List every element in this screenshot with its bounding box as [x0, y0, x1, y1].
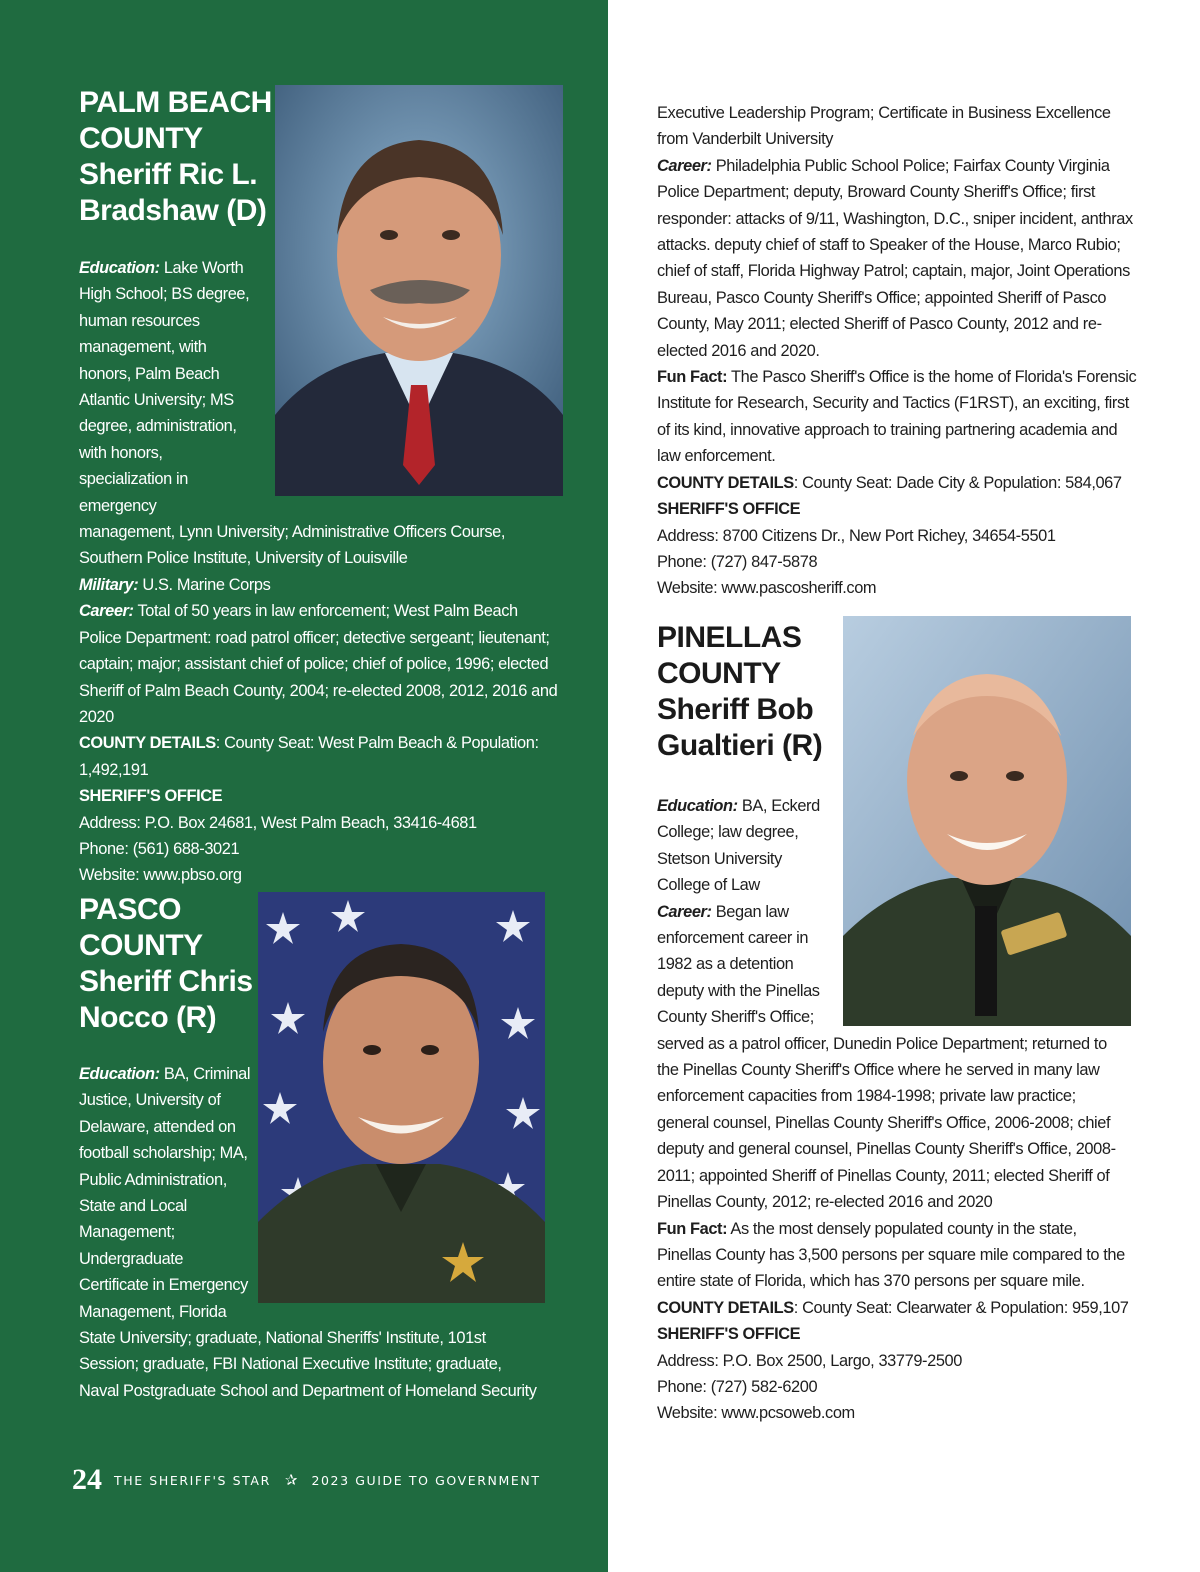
pinellas-address: Address: P.O. Box 2500, Largo, 33779-2500 — [657, 1351, 962, 1370]
palm-beach-county-details: COUNTY DETAILS: County Seat: West Palm Beach & Population: 1,492,191 — [79, 734, 539, 779]
palm-beach-education-text: Lake Worth High School; BS degree, human resources management, with honors, Palm Beach Atlantic University; MS degree, administration, with honors, specialization in emergency management, Lynn University; Administrative Officers Course, Southern Police Institute, University of Louisville — [79, 259, 506, 568]
palm-beach-website: Website: www.pbso.org — [79, 866, 242, 885]
palm-beach-phone: Phone: (561) 688-3021 — [79, 839, 240, 858]
pinellas-county-details: COUNTY DETAILS: County Seat: Clearwater & Population: 959,107 — [657, 1298, 1129, 1317]
pasco-county-details: COUNTY DETAILS: County Seat: Dade City & Population: 584,067 — [657, 473, 1122, 492]
palm-beach-bio — [79, 255, 561, 889]
pinellas-office-label: SHERIFF'S OFFICE — [657, 1325, 801, 1344]
pasco-photo-spacer — [255, 1061, 545, 1303]
palm-beach-county-text: County Seat: West Palm Beach & Population: 1,492,191 — [79, 734, 539, 779]
pinellas-title-line-2: COUNTY — [657, 657, 781, 690]
pasco-education-text: BA, Criminal Justice, University of Delaware, attended on football scholarship; MA, Public Administration, State and Local Management; Undergraduate Certificate in Emergency Management, Florida State University; graduate, National Sheriffs' Institute, 101st Session; graduate, FBI National Executive Institute; graduate, Naval Postgraduate School and Department of Homeland Security — [79, 1065, 537, 1400]
palm-beach-county-label: COUNTY DETAILS — [79, 734, 216, 753]
pasco-career-text: Philadelphia Public School Police; Fairfax County Virginia Police Department; deputy, Broward County Sheriff's Office; first responder: attacks of 9/11, Washington, D.C., sniper incident, anthrax attacks. deputy chief of staff to Speaker of the House, Marco Rubio; chief of staff, Florida Highway Patrol; captain, major, Joint Operations Bureau, Pasco County Sheriff's Office; appointed Sheriff of Pasco County, May 2011; elected Sheriff of Pasco County, 2012 and re-elected 2016 and 2020. — [657, 156, 1133, 360]
pasco-county-label: COUNTY DETAILS — [657, 473, 794, 492]
palm-beach-career: Career: Total of 50 years in law enforcement; West Palm Beach Police Department: road patrol officer; detective sergeant; lieutenant; captain; major; assistant chief of police; chief of police, 1996; elected Sheriff of Palm Beach County, 2004; re-elected 2008, 2012, 2016 and 2020 — [79, 602, 558, 726]
palm-beach-education: Education: Lake Worth High School; BS degree, human resources management, with honors, Palm Beach Atlantic University; MS degree, administration, with honors, specialization in emergency management, Lynn University; Administrative Officers Course, Southern Police Institute, University of Louisville — [79, 259, 506, 568]
pasco-website: Website: www.pascosheriff.com — [657, 579, 877, 598]
page-footer — [72, 1460, 541, 1500]
pasco-heading — [79, 892, 253, 1036]
pasco-title-line-3: Sheriff Chris — [79, 965, 253, 998]
pinellas-title-line-4: Gualtieri (R) — [657, 729, 823, 762]
pinellas-heading — [657, 620, 822, 764]
pasco-address: Address: 8700 Citizens Dr., New Port Richey, 34654-5501 — [657, 526, 1056, 545]
palm-beach-office-label: SHERIFF'S OFFICE — [79, 787, 223, 806]
palm-beach-heading — [79, 85, 272, 229]
pinellas-fun-text: As the most densely populated county in the state, Pinellas County has 3,500 persons per square mile compared to the entire state of Florida, which has 370 persons per square mile. — [657, 1219, 1125, 1291]
pinellas-phone: Phone: (727) 582-6200 — [657, 1377, 818, 1396]
pasco-fun-fact — [657, 364, 1137, 470]
pinellas-fun-fact — [657, 1216, 1131, 1295]
pasco-bio-continued — [657, 100, 1137, 602]
pasco-title-line-4: Nocco (R) — [79, 1001, 217, 1034]
pinellas-career-label: Career — [657, 902, 707, 921]
pasco-fun-text: The Pasco Sheriff's Office is the home of Florida's Forensic Institute for Research, Security and Tactics (F1RST), an exciting, first of its kind, innovative approach to training partnering academia and law enforcement. — [657, 368, 1137, 466]
pinellas-education-text: BA, Eckerd College; law degree, Stetson University College of Law — [657, 797, 820, 895]
pinellas-county-label: COUNTY DETAILS — [657, 1298, 794, 1317]
pinellas-bio — [657, 793, 1131, 1427]
pinellas-photo-spacer — [831, 793, 1131, 1026]
palm-beach-career-text: Total of 50 years in law enforcement; West Palm Beach Police Department: road patrol officer; detective sergeant; lieutenant; captain; major; assistant chief of police; chief of police, 1996; elected Sheriff of Palm Beach County, 2004; re-elected 2008, 2012, 2016 and 2020 — [79, 602, 558, 726]
palm-beach-photo-spacer — [251, 255, 561, 496]
palm-beach-military: Military: U.S. Marine Corps — [79, 575, 271, 594]
star-icon: ✰ — [284, 1471, 298, 1489]
palm-beach-title-line-4: Bradshaw (D) — [79, 194, 267, 227]
pinellas-title-line-3: Sheriff Bob — [657, 693, 814, 726]
pinellas-career: Career: Began law enforcement career in 1982 as a detention deputy with the Pinellas County Sheriff's Office; served as a patrol officer, Dunedin Police Department; returned to the Pinellas County Sheriff's Office where he served in many law enforcement capacities from 1984-1998; private law practice; general counsel, Pinellas County Sheriff's Office, 2006-2008; chief deputy and general counsel, Pinellas County Sheriff's Office, 2008-2011; appointed Sheriff of Pinellas County, 2011; elected Sheriff of Pinellas County, 2012; re-elected 2016 and 2020 — [657, 902, 1116, 1212]
pasco-education-label: Education — [79, 1065, 155, 1083]
pasco-education-continued: Executive Leadership Program; Certificate in Business Excellence from Vanderbilt University — [657, 104, 1111, 149]
pasco-title-line-2: COUNTY — [79, 929, 203, 962]
pasco-title-line-1: PASCO — [79, 893, 181, 926]
pasco-fun-label: Fun Fact: — [657, 368, 728, 387]
guide-title: 2023 GUIDE TO GOVERNMENT — [311, 1472, 541, 1488]
palm-beach-title-line-2: COUNTY — [79, 122, 203, 155]
pinellas-county-text: County Seat: Clearwater & Population: 959,107 — [802, 1298, 1129, 1317]
pasco-career: Career: Philadelphia Public School Police; Fairfax County Virginia Police Department; deputy, Broward County Sheriff's Office; first responder: attacks of 9/11, Washington, D.C., sniper incident, anthrax attacks. deputy chief of staff to Speaker of the House, Marco Rubio; chief of staff, Florida Highway Patrol; captain, major, Joint Operations Bureau, Pasco County Sheriff's Office; appointed Sheriff of Pasco County, May 2011; elected Sheriff of Pasco County, 2012 and re-elected 2016 and 2020. — [657, 156, 1133, 360]
pinellas-career-text: Began law enforcement career in 1982 as a detention deputy with the Pinellas County Sheriff's Office; served as a patrol officer, Dunedin Police Department; returned to the Pinellas County Sheriff's Office where he served in many law enforcement capacities from 1984-1998; private law practice; general counsel, Pinellas County Sheriff's Office, 2006-2008; chief deputy and general counsel, Pinellas County Sheriff's Office, 2008-2011; appointed Sheriff of Pinellas County, 2011; elected Sheriff of Pinellas County, 2012; re-elected 2016 and 2020 — [657, 902, 1116, 1212]
palm-beach-title-line-1: PALM BEACH — [79, 86, 272, 119]
palm-beach-address: Address: P.O. Box 24681, West Palm Beach, 33416-4681 — [79, 813, 477, 832]
pinellas-website: Website: www.pcsoweb.com — [657, 1404, 855, 1423]
pasco-office-label: SHERIFF'S OFFICE — [657, 500, 801, 519]
palm-beach-education-label: Education — [79, 259, 155, 277]
pasco-career-label: Career — [657, 156, 707, 175]
palm-beach-military-text: U.S. Marine Corps — [142, 575, 271, 594]
pinellas-title-line-1: PINELLAS — [657, 621, 802, 654]
pinellas-education-label: Education: — [657, 797, 738, 815]
palm-beach-career-label: Career — [79, 602, 129, 621]
pasco-bio — [79, 1061, 545, 1404]
pasco-education: Education: BA, Criminal Justice, University of Delaware, attended on football scholarship; MA, Public Administration, State and Local Management; Undergraduate Certificate in Emergency Management, Florida State University; graduate, National Sheriffs' Institute, 101st Session; graduate, FBI National Executive Institute; graduate, Naval Postgraduate School and Department of Homeland Security — [79, 1065, 537, 1400]
palm-beach-military-label: Military — [79, 575, 134, 594]
palm-beach-title-line-3: Sheriff Ric L. — [79, 158, 258, 191]
page-number: 24 — [72, 1463, 102, 1496]
pasco-county-text: County Seat: Dade City & Population: 584,067 — [802, 473, 1122, 492]
publication-name: THE SHERIFF'S STAR — [114, 1472, 271, 1488]
pinellas-fun-label: Fun Fact: — [657, 1219, 728, 1238]
pasco-phone: Phone: (727) 847-5878 — [657, 552, 818, 571]
